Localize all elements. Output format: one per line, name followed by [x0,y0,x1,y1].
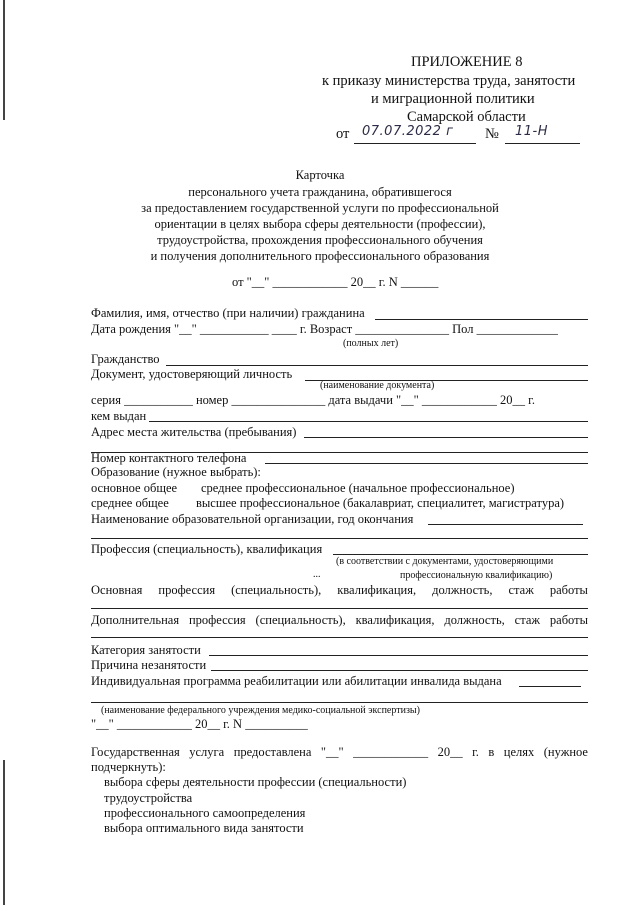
word: предоставлена [233,745,312,759]
issued-by-label: кем выдан [91,409,147,423]
order-date-label: от [336,126,350,142]
card-subtitle-5: и получения дополнительного профессионального образования [150,249,490,263]
card-title: Карточка [295,168,345,182]
card-subtitle-2: за предоставлением государственной услуги по профессиональной [141,201,499,215]
profession-line[interactable] [333,554,588,555]
underline-instruction: подчеркнуть): [91,760,166,774]
birth-age-sex-line: Дата рождения "__" ___________ ____ г. Возраст _______________ Пол _____________ [91,322,558,336]
word: стаж [514,613,541,627]
goal-option[interactable]: выбора сферы деятельности профессии (специальности) [104,775,407,789]
extra-profession-label [91,613,588,628]
edu-secondary-vocational[interactable]: среднее профессиональное (начальное профессиональное) [201,481,515,495]
word: (нужное [543,745,588,759]
card-subtitle-4: трудоустройства, прохождения профессионального обучения [157,233,483,247]
unemployment-reason-label: Причина незанятости [91,658,207,672]
professional-qualification-note: профессиональную квалификацию) [400,570,553,581]
word: работы [549,583,588,597]
goal-option[interactable]: трудоустройства [104,791,193,805]
main-profession-label [91,583,588,598]
word: Государственная [91,745,180,759]
word: стаж [508,583,534,597]
education-choose-label: Образование (нужное выбрать): [91,465,261,479]
phone-line[interactable] [265,463,588,464]
appendix-title: ПРИЛОЖЕНИЕ 8 [411,54,523,70]
mse-institution-note: (наименование федерального учреждения медико-социальной экспертизы) [101,705,420,716]
ellipsis-note: ... [313,569,321,580]
unemployment-reason-line[interactable] [211,670,588,671]
doc-name-note: (наименование документа) [320,380,435,391]
word: профессия [188,613,246,627]
extra-profession-line[interactable] [91,637,588,638]
word: "__" [320,745,344,759]
order-line-3: Самарской области [407,109,526,125]
main-profession-line[interactable] [91,608,588,609]
series-number-date-line: серия ___________ номер _______________ дата выдачи "__" ____________ 20__ г. [91,393,535,407]
order-date-line [354,143,476,144]
card-subtitle-3: ориентации в целях выбора сферы деятельности (профессии), [154,217,486,231]
word: должность, [444,613,505,627]
order-date-handwritten: 07.07.2022 г [362,124,454,139]
card-date-number: от "__" ____________ 20__ г. N ______ [232,275,439,289]
word: (специальность), [255,613,346,627]
scan-edge-mark [3,760,5,905]
fio-label: Фамилия, имя, отчество (при наличии) гражданина [91,306,365,320]
edu-organization-line-2[interactable] [91,538,588,539]
word: (специальность), [231,583,322,597]
word: ____________ [353,745,429,759]
word: работы [549,613,588,627]
order-line-2: и миграционной политики [371,91,535,107]
word: квалификация, [355,613,435,627]
goal-option[interactable]: выбора оптимального вида занятости [104,821,304,835]
address-label: Адрес места жительства (пребывания) [91,425,297,439]
word: квалификация, [337,583,417,597]
edu-secondary-general[interactable]: среднее общее [91,496,169,510]
employment-category-label: Категория занятости [91,643,201,657]
order-number-label: № [485,126,499,142]
citizenship-label: Гражданство [91,352,160,366]
card-subtitle-1: персонального учета гражданина, обратившегося [188,185,452,199]
address-line[interactable] [304,437,588,438]
word: 20__ [437,745,463,759]
order-number-handwritten: 11-Н [515,124,549,139]
rehab-program-line[interactable] [519,686,581,687]
phone-label: Номер контактного телефона [91,451,247,465]
per-documents-note: (в соответствии с документами, удостоверяющими [336,556,554,567]
issued-by-line[interactable] [149,421,588,422]
id-document-label: Документ, удостоверяющий личность [91,367,293,381]
rehab-date-number: "__" ____________ 20__ г. N __________ [91,717,308,731]
employment-category-line[interactable] [209,655,588,656]
word: Основная [91,583,143,597]
edu-organization-label: Наименование образовательной организации, год окончания [91,512,414,526]
word: Дополнительная [91,613,180,627]
word: должность, [432,583,493,597]
rehab-program-label: Индивидуальная программа реабилитации или абилитации инвалида выдана [91,674,502,688]
word: целях [503,745,535,759]
goal-option[interactable]: профессионального самоопределения [104,806,306,820]
rehab-program-line-2[interactable] [91,702,588,703]
word: в [488,745,495,759]
word: профессия [158,583,216,597]
scan-edge-mark [3,0,5,120]
full-years-note: (полных лет) [343,338,399,349]
word: услуга [189,745,225,759]
order-number-line [505,143,580,144]
order-line-1: к приказу министерства труда, занятости [322,73,576,89]
edu-basic-general[interactable]: основное общее [91,481,178,495]
word: г. [472,745,479,759]
edu-organization-line[interactable] [428,524,583,525]
edu-higher-vocational[interactable]: высшее профессиональное (бакалавриат, специалитет, магистратура) [196,496,565,510]
service-provided-line [91,745,588,760]
citizenship-line[interactable] [166,365,588,366]
profession-label: Профессия (специальность), квалификация [91,542,323,556]
fio-line[interactable] [375,319,588,320]
